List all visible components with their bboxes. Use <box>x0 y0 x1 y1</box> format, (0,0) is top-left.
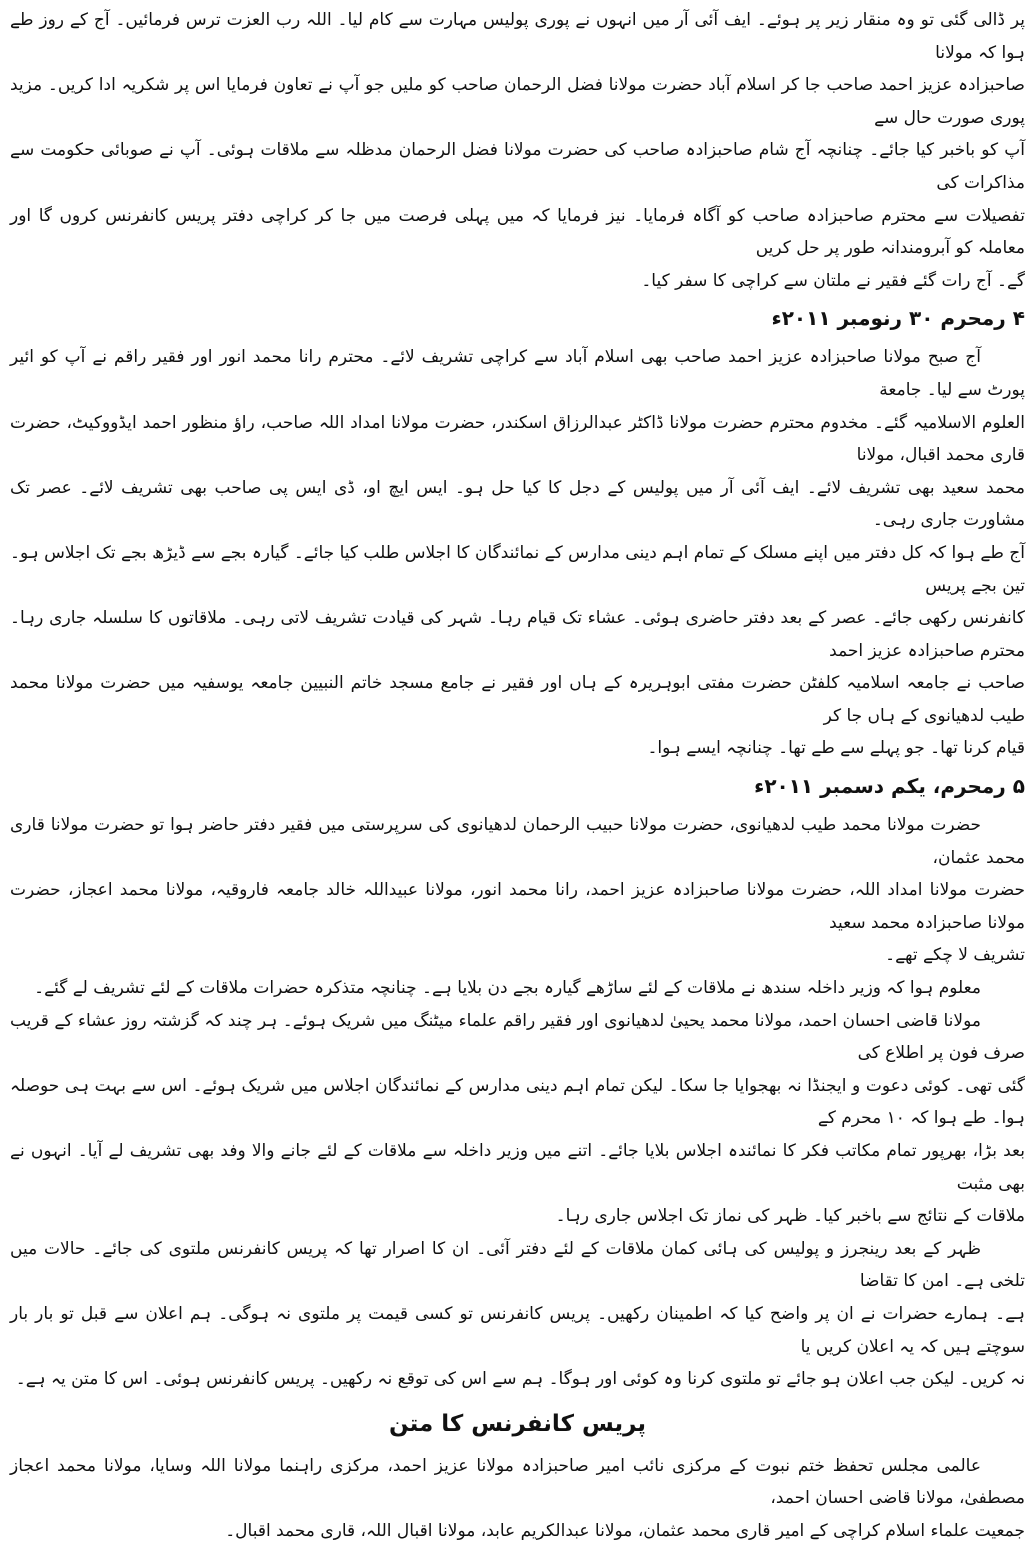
paragraph-4: معلوم ہوا کہ وزیر داخلہ سندھ نے ملاقات کے لئے ساڑھے گیارہ بجے دن بلایا ہے۔ چنانچہ متذکرہ حضرات ملاقات کے لئے تشریف لے گئے۔ <box>34 978 981 999</box>
date-heading-4-muharram: ۴ رمحرم ۳۰ رنومبر ۲۰۱۱ء <box>771 306 1025 331</box>
press-conference-title: پریس کانفرنس کا متن <box>388 1410 647 1437</box>
paragraph-5: مولانا قاضی احسان احمد، مولانا محمد یحییٰ لدھیانوی اور فقیر راقم علماء میٹنگ میں شریک ہوئے۔ ہر چند کہ گزشتہ روز عشاء کے قریب صرف فون پر اطلاع کی گئی تھی۔ کوئی دعوت و ایجنڈا نہ بھجوایا جا سکا۔ لیکن تمام اہم دینی مدارس کے نمائندگان اجلاس میں شریک ہوئے۔ اس سے بہت ہی حوصلہ ہوا۔ طے ہوا کہ ۱۰ محرم کے بعد بڑا، بھرپور تمام مکاتب فکر کا نمائندہ اجلاس بلایا جائے۔ اتنے میں وزیر داخلہ سے ملاقات کے لئے جانے والا وفد بھی تشریف لے آیا۔ انہوں نے بھی مثبت ملاقات کے نتائج سے باخبر کیا۔ ظہر کی نماز تک اجلاس جاری رہا۔ <box>10 1010 1025 1227</box>
paragraph-2: آج صبح مولانا صاحبزادہ عزیز احمد صاحب بھی اسلام آباد سے کراچی تشریف لائے۔ محترم رانا محمد انور اور فقیر راقم نے آپ کو ائیر پورٹ سے لیا۔ جامعة العلوم الاسلامیہ گئے۔ مخدوم محترم حضرت مولانا ڈاکٹر عبدالرزاق اسکندر، حضرت مولانا امداد اللہ صاحب، راؤ منظور احمد ایڈووکیٹ، حضرت قاری محمد اقبال، مولانا محمد سعید بھی تشریف لائے۔ ایف آئی آر میں پولیس کے دجل کا کیا حل ہو۔ ایس ایچ او، ڈی ایس پی صاحب بھی تشریف لائے۔ عصر تک مشاورت جاری رہی۔ آج طے ہوا کہ کل دفتر میں اپنے مسلک کے تمام اہم دینی مدارس کے نمائندگان کا اجلاس طلب کیا جائے۔ گیارہ بجے سے ڈیڑھ بجے تک اجلاس ہو۔ تین بجے پریس کانفرنس رکھی جائے۔ عصر کے بعد دفتر حاضری ہوئی۔ عشاء تک قیام رہا۔ شہر کی قیادت تشریف لاتی رہی۔ ملاقاتوں کا سلسلہ جاری رہا۔ محترم صاحبزادہ عزیز احمد صاحب نے جامعہ اسلامیہ کلفٹن حضرت مفتی ابوہریرہ کے ہاں اور فقیر نے جامع مسجد خاتم النبیین جامعہ یوسفیہ میں حضرت مولانا محمد طیب لدھیانوی کے ہاں جا کر قیام کرنا تھا۔ جو پہلے سے طے تھا۔ چنانچہ ایسے ہوا۔ <box>10 347 1025 759</box>
paragraph-6: ظہر کے بعد رینجرز و پولیس کی ہائی کمان ملاقات کے لئے دفتر آئی۔ ان کا اصرار تھا کہ پریس کانفرنس ملتوی کی جائے۔ حالات میں تلخی ہے۔ امن کا تقاضا ہے۔ ہمارے حضرات نے ان پر واضح کیا کہ اطمینان رکھیں۔ پریس کانفرنس تو کسی قیمت پر ملتوی نہ ہوگی۔ ہم اعلان سے قبل تو بار بار سوچتے ہیں کہ یہ اعلان کریں یا نہ کریں۔ لیکن جب اعلان ہو جائے تو ملتوی کرنا وہ کوئی اور ہوگا۔ ہم سے اس کی توقع نہ رکھیں۔ پریس کانفرنس ہوئی۔ اس کا متن یہ ہے۔ <box>10 1238 1025 1390</box>
date-heading-5-muharram: ۵ رمحرم، یکم دسمبر ۲۰۱۱ء <box>754 774 1025 799</box>
paragraph-1: پر ڈالی گئی تو وہ منقار زیر پر ہوئے۔ ایف آئی آر میں انہوں نے پوری پولیس مہارت سے کام لیا۔ اللہ رب العزت ترس فرمائیں۔ آج کے روز طے ہوا کہ مولانا صاحبزادہ عزیز احمد صاحب جا کر اسلام آباد حضرت مولانا فضل الرحمان صاحب کو ملیں جو آپ نے تعاون فرمایا اس پر شکریہ ادا کریں۔ مزید پوری صورت حال سے آپ کو باخبر کیا جائے۔ چنانچہ آج شام صاحبزادہ صاحب کی حضرت مولانا فضل الرحمان مدظلہ سے ملاقات ہوئی۔ آپ نے صوبائی حکومت سے مذاکرات کی تفصیلات سے محترم صاحبزادہ صاحب کو آگاہ فرمایا۔ نیز فرمایا کہ میں پہلی فرصت میں جا کر کراچی دفتر پریس کانفرنس کروں گا اور معاملہ کو آبرومندانہ طور پر حل کریں گے۔ آج رات گئے فقیر نے ملتان سے کراچی کا سفر کیا۔ <box>10 10 1025 291</box>
paragraph-7: عالمی مجلس تحفظ ختم نبوت کے مرکزی نائب امیر صاحبزادہ مولانا عزیز احمد، مرکزی راہنما مولانا اللہ وسایا، مولانا محمد اعجاز مصطفیٰ، مولانا قاضی احسان احمد، جمعیت علماء اسلام کراچی کے امیر قاری محمد عثمان، مولانا عبدالکریم عابد، مولانا اقبال اللہ، قاری محمد اقبال۔ <box>10 1455 1025 1541</box>
paragraph-3: حضرت مولانا محمد طیب لدھیانوی، حضرت مولانا حبیب الرحمان لدھیانوی کی سرپرستی میں فقیر دفتر حاضر ہوا تو حضرت مولانا قاری محمد عثمان، حضرت مولانا امداد اللہ، حضرت مولانا صاحبزادہ عزیز احمد، رانا محمد انور، مولانا عبیداللہ خالد جامعہ فاروقیہ، مولانا محمد اعجاز، حضرت مولانا صاحبزادہ محمد سعید تشریف لا چکے تھے۔ <box>10 815 1025 966</box>
